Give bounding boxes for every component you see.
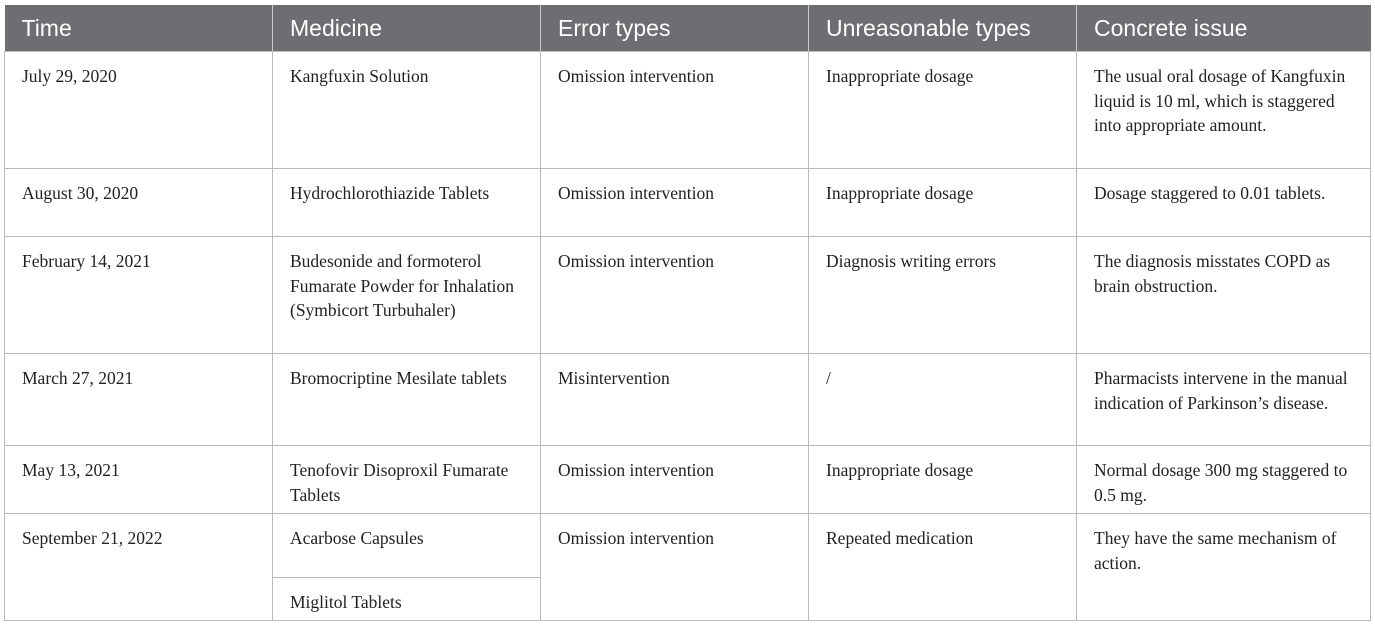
cell-unreasonable-type: Inappropriate dosage (809, 169, 1077, 237)
cell-issue: Normal dosage 300 mg staggered to 0.5 mg. (1077, 446, 1371, 514)
cell-unreasonable-type: Diagnosis writing errors (809, 237, 1077, 354)
cell-medicine: Budesonide and formoterol Fumarate Powder for Inhalation (Symbicort Turbuhaler) (273, 237, 541, 354)
cell-issue: Dosage staggered to 0.01 tablets. (1077, 169, 1371, 237)
cell-error-type: Misintervention (541, 354, 809, 446)
table-row (5, 446, 1371, 514)
cell-unreasonable-type: Repeated medication (809, 514, 1077, 621)
cell-time: August 30, 2020 (5, 169, 273, 237)
table-row (5, 52, 1371, 169)
cell-issue: The usual oral dosage of Kangfuxin liquid is 10 ml, which is staggered into appropriate amount. (1077, 52, 1371, 169)
header-medicine: Medicine (273, 5, 541, 52)
cell-unreasonable-type: / (809, 354, 1077, 446)
medication-error-table (4, 5, 1371, 621)
table-row (5, 514, 1371, 578)
cell-issue: They have the same mechanism of action. (1077, 514, 1371, 621)
header-row (5, 5, 1371, 52)
cell-unreasonable-type: Inappropriate dosage (809, 52, 1077, 169)
header-error-types: Error types (541, 5, 809, 52)
cell-time: February 14, 2021 (5, 237, 273, 354)
cell-unreasonable-type: Inappropriate dosage (809, 446, 1077, 514)
cell-time: July 29, 2020 (5, 52, 273, 169)
cell-error-type: Omission intervention (541, 446, 809, 514)
table-body (5, 52, 1371, 621)
table-row (5, 169, 1371, 237)
cell-issue: Pharmacists intervene in the manual indication of Parkinson’s disease. (1077, 354, 1371, 446)
cell-medicine: Hydrochlorothiazide Tablets (273, 169, 541, 237)
cell-error-type: Omission intervention (541, 237, 809, 354)
table-header (5, 5, 1371, 52)
cell-medicine: Miglitol Tablets (273, 578, 541, 621)
cell-medicine: Tenofovir Disoproxil Fumarate Tablets (273, 446, 541, 514)
cell-time: March 27, 2021 (5, 354, 273, 446)
cell-time: May 13, 2021 (5, 446, 273, 514)
cell-issue: The diagnosis misstates COPD as brain obstruction. (1077, 237, 1371, 354)
cell-error-type: Omission intervention (541, 514, 809, 621)
header-time: Time (5, 5, 273, 52)
header-concrete-issue: Concrete issue (1077, 5, 1371, 52)
cell-error-type: Omission intervention (541, 169, 809, 237)
table-row (5, 354, 1371, 446)
cell-medicine: Bromocriptine Mesilate tablets (273, 354, 541, 446)
cell-medicine: Acarbose Capsules (273, 514, 541, 578)
cell-medicine: Kangfuxin Solution (273, 52, 541, 169)
cell-time: September 21, 2022 (5, 514, 273, 621)
cell-error-type: Omission intervention (541, 52, 809, 169)
header-unreasonable-types: Unreasonable types (809, 5, 1077, 52)
table-row (5, 237, 1371, 354)
